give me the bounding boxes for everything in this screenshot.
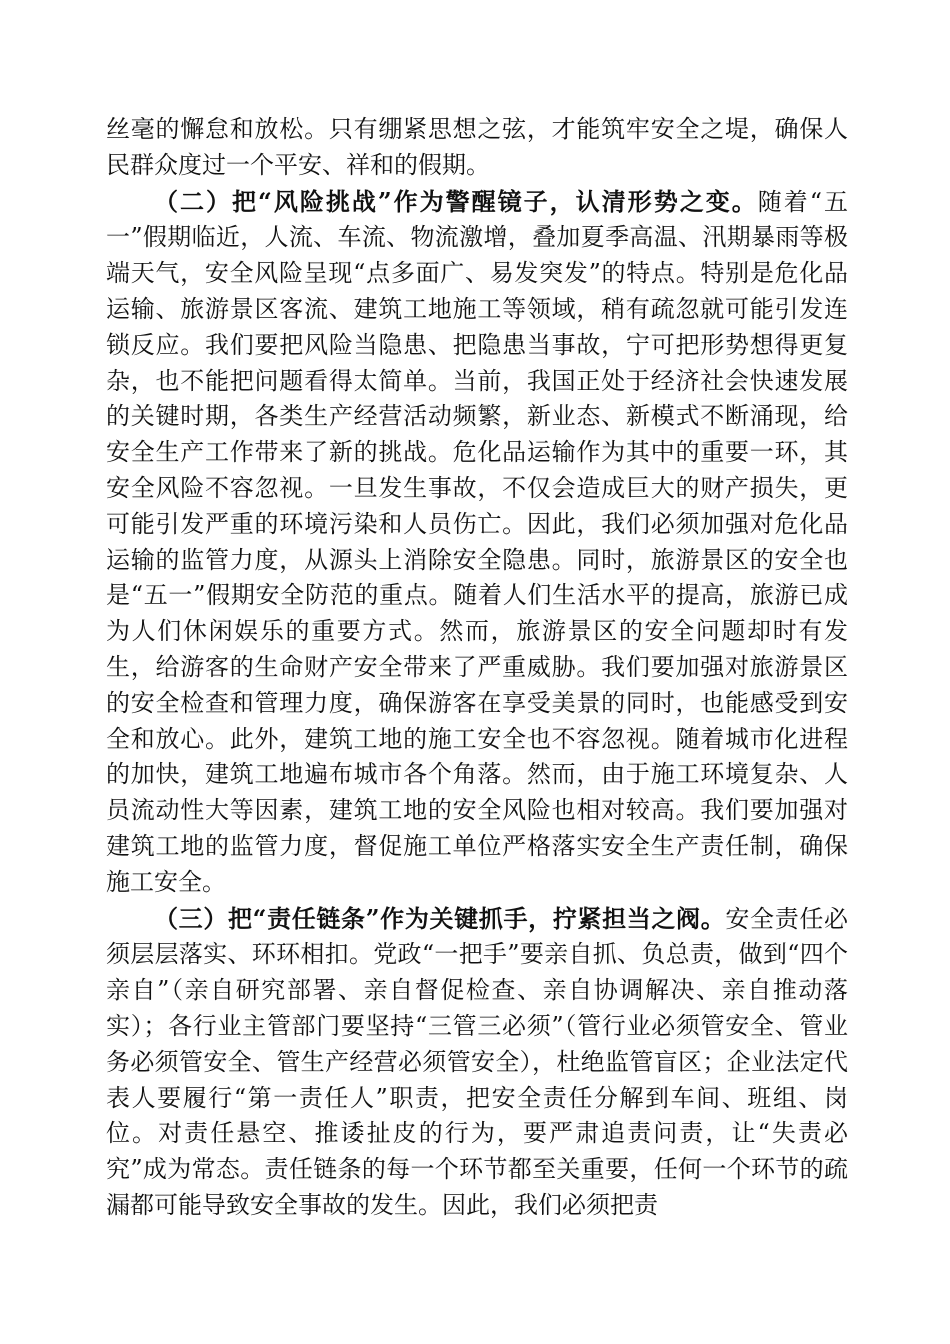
paragraph-section-3 <box>106 901 848 1224</box>
document-page <box>106 112 848 1224</box>
paragraph-section-2 <box>106 184 848 901</box>
section-heading: （二）把“风险挑战”作为警醒镜子，认清形势之变。 <box>154 186 758 216</box>
section-heading: （三）把“责任链条”作为关键抓手，拧紧担当之阀。 <box>154 903 726 933</box>
paragraph-continuation <box>106 112 848 184</box>
paragraph-body: 随着“五一”假期临近，人流、车流、物流激增，叠加夏季高温、汛期暴雨等极端天气，安全风险呈现“点多面广、易发突发”的特点。特别是危化品运输、旅游景区客流、建筑工地施工等领域，稍有疏忽就可能引发连锁反应。我们要把风险当隐患、把隐患当事故，宁可把形势想得更复杂，也不能把问题看得太简单。当前，我国正处于经济社会快速发展的关键时期，各类生产经营活动频繁，新业态、新模式不断涌现，给安全生产工作带来了新的挑战。危化品运输作为其中的重要一环，其安全风险不容忽视。一旦发生事故，不仅会造成巨大的财产损失，更可能引发严重的环境污染和人员伤亡。因此，我们必须加强对危化品运输的监管力度，从源头上消除安全隐患。同时，旅游景区的安全也是“五一”假期安全防范的重点。随着人们生活水平的提高，旅游已成为人们休闲娱乐的重要方式。然而，旅游景区的安全问题却时有发生，给游客的生命财产安全带来了严重威胁。我们要加强对旅游景区的安全检查和管理力度，确保游客在享受美景的同时，也能感受到安全和放心。此外，建筑工地的施工安全也不容忽视。随着城市化进程的加快，建筑工地遍布城市各个角落。然而，由于施工环境复杂、人员流动性大等因素，建筑工地的安全风险也相对较高。我们要加强对建筑工地的监管力度，督促施工单位严格落实安全生产责任制，确保施工安全。 <box>106 187 849 896</box>
paragraph-body: 丝毫的懈怠和放松。只有绷紧思想之弦，才能筑牢安全之堤，确保人民群众度过一个平安、祥和的假期。 <box>106 115 848 179</box>
paragraph-body: 安全责任必须层层落实、环环相扣。党政“一把手”要亲自抓、负总责，做到“四个亲自”（亲自研究部署、亲自督促检查、亲自协调解决、亲自推动落实）；各行业主管部门要坚持“三管三必须”（管行业必须管安全、管业务必须管安全、管生产经营必须管安全），杜绝监管盲区；企业法定代表人要履行“第一责任人”职责，把安全责任分解到车间、班组、岗位。对责任悬空、推诿扯皮的行为，要严肃追责问责，让“失责必究”成为常态。责任链条的每一个环节都至关重要，任何一个环节的疏漏都可能导致安全事故的发生。因此，我们必须把责 <box>106 904 849 1219</box>
